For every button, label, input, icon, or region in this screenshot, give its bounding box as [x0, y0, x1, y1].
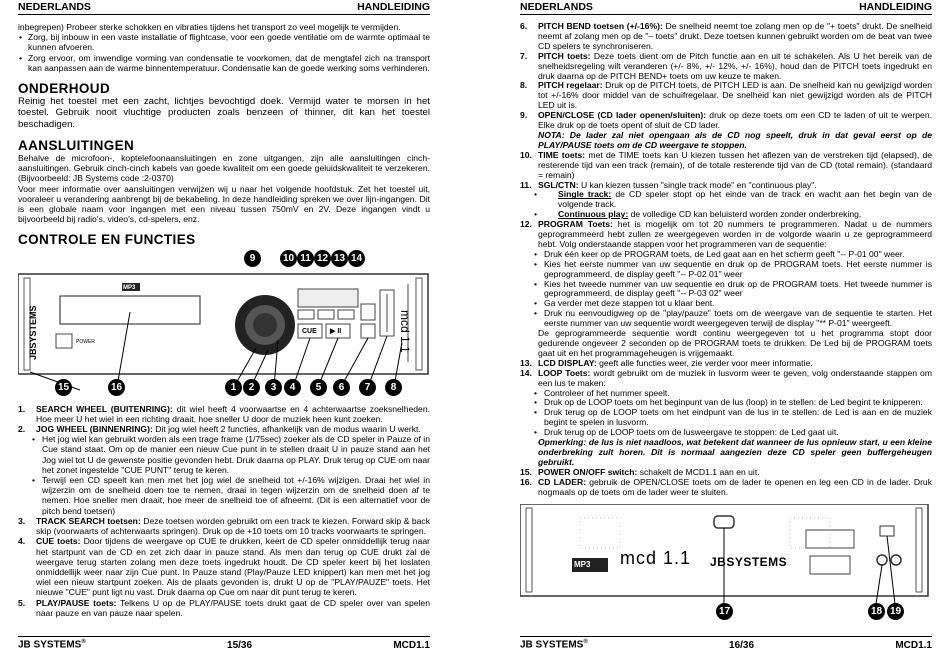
jog-bullet: • Terwijl een CD speelt kan men met het jog wiel de snelheid tot +/-16% wijzigen. Draai het wiel in wijzerzin om de snelheid doen toe te nemen, draai in tegen wijzerzin om de snelheid doen af te nemen. Hoe sneller men draait, hoe meer de snelheid toe of afneemt. (Dit is een alternatief voor de pitch bend toetsen) — [18, 475, 430, 516]
page-header — [520, 0, 932, 15]
rear-brand-logo: JBSYSTEMS — [710, 554, 788, 569]
front-play-label: ▶ II — [330, 327, 342, 335]
program-bullet: • Kies het eerste nummer van uw sequentie en druk op de PROGRAM toets. Het eerste nummer is geprogrammeerd, de display geeft "-- P-02 01" weer — [520, 260, 932, 280]
callout-3: 3 — [265, 379, 282, 396]
program-bullet: • Druk één keer op de PROGRAM toets, de Led gaat aan en het scherm geeft "-- P-01 00" weer. — [520, 250, 932, 260]
header-title: HANDLEIDING — [859, 1, 932, 13]
item-3: 3. TRACK SEARCH toetsen: Deze toetsen worden gebruikt om een track te kiezen. Forward skip & back skip (voorwaarts of achterwaarts springen). Druk op de +10 toets om 10 tracks voorwaarts te springen. — [18, 515, 430, 537]
page-footer — [18, 636, 430, 653]
front-power-label: POWER — [76, 338, 95, 345]
footer-brand: JB SYSTEMS® — [18, 639, 86, 651]
item-7: 7. PITCH toets: Deze toets dient om de Pitch functie aan en uit te schakelen. Als U het bereik van de snelheidsregeling wilt veranderen (+/- 8%, +/- 12%, +/- 16%), houd dan de PITCH toets ingedrukt en druk daarna op de PITCH BEND+ toets om uw keuze te maken. — [520, 50, 933, 81]
header-language: NEDERLANDS — [520, 1, 593, 13]
callout-16: 16 — [108, 379, 125, 396]
page-header — [18, 0, 430, 15]
page-footer — [520, 636, 932, 653]
item-11: 11. SGL/CTN: U kan kiezen tussen "single track mode" en "continuous play". — [520, 179, 817, 190]
callout-2: 2 — [243, 379, 260, 396]
single-track-bullet: • Single track: de CD speler stopt op het einde van de track en wacht aan het begin van de volgende track. — [520, 190, 932, 210]
callout-7: 7 — [359, 379, 376, 396]
jog-bullet: • Het jog wiel kan gebruikt worden als een trage frame (1/75sec) zoeker als de CD speler in Pauze of in Cue stand staat. Om op de manier een nieuw Cue punt in te stellen draait U in pauze stand aan het Jog wiel tot U de gewenste positie gevonden hebt. Druk daarna op PLAY. Druk terug op CUE om naar het zonet ingestelde "CUE PUNT" terug te keren. — [18, 434, 430, 475]
intro-line: inbegrepen) Probeer sterke schokken en vibraties tijdens het transport zo veel mogelijk te vermijden. — [18, 22, 401, 32]
front-panel-drawing — [18, 250, 430, 398]
left-body — [18, 22, 430, 618]
footer-model: MCD1.1 — [895, 639, 932, 651]
footer-model: MCD1.1 — [393, 639, 430, 651]
callout-17: 17 — [716, 603, 733, 620]
loop-bullet: • Druk terug op de LOOP toets om de lusweergave te stoppen: de Led gaat uit. — [520, 428, 932, 438]
intro-bullet: • Zorg, bij inbouw in een vaste installatie of flightcase, voor een goede ventilatie om de warmte optimaal te kunnen afvoeren. — [18, 32, 430, 52]
loop-bullet: • Druk op de LOOP toets om het beginpunt van de lus (loop) in te stellen: de Led begint te knipperen. — [520, 398, 932, 408]
item-9: 9. OPEN/CLOSE (CD lader openen/sluiten): druk op deze toets om een CD te laden of uit te werpen. Elke druk op de toets opent of sluit de CD lader. — [520, 110, 933, 131]
front-panel-diagram — [18, 250, 430, 398]
right-page — [520, 0, 932, 654]
callout-6: 6 — [333, 379, 350, 396]
program-after: De geprogrammeerde sequentie wordt continu weergegeven tot u het programma stopt door gedurende ongeveer 2 seconden op de PROGRAM toets te drukken. De Led bij de PROGRAM toets gaat uit en het programmageheugen is vrijgemaakt. — [538, 328, 932, 358]
callout-14: 14 — [348, 250, 365, 267]
heading-onderhoud: ONDERHOUD — [18, 81, 111, 97]
item-12: 12. PROGRAM Toets: het is mogelijk om tot 20 nummers te programmeren. Nadat u de nummers geprogrammeerd hebt zullen ze weergegeven worden in de volgorde waarin u ze geprogrammeerd hebt. Volg onderstaande stappen voor het programmeren van de sequentie: — [520, 219, 932, 249]
note: NOTA: De lader zal niet opengaan als de CD nog speelt, druk in dat geval eerst op de PLAY/PAUSE toets om de CD weergave te stoppen. — [538, 129, 932, 150]
program-bullet: • Kies het tweede nummer van uw sequentie en druk op de PROGRAM toets. Het tweede nummer is geprogrammeerd, de display geeft "-- P-03 02" weer — [520, 280, 932, 300]
item-15: 15. POWER ON/OFF switch: schakelt de MCD1.1 aan en uit. — [520, 466, 760, 477]
callout-13: 13 — [331, 250, 348, 267]
callout-12: 12 — [314, 250, 331, 267]
callout-5: 5 — [310, 379, 327, 396]
loop-bullet: • Druk terug op de LOOP toets om het eindpunt van de lus in te stellen: de Led is aan en de muziek begint te spelen in lusvorm. — [520, 408, 932, 428]
item-5: 5. PLAY/PAUSE toets: Telkens U op de PLAY/PAUSE toets drukt gaat de CD speler over van spelen naar pauze en van pauze naar spelen. — [18, 597, 430, 618]
callout-9: 9 — [244, 250, 261, 267]
loop-bullet: • Controleer of het nummer speelt. — [520, 389, 932, 399]
rear-panel-diagram — [520, 504, 932, 624]
callout-19: 19 — [887, 603, 904, 620]
callout-11: 11 — [297, 250, 314, 267]
callout-10: 10 — [280, 250, 297, 267]
onderhoud-text: Reinig het toestel met een zacht, lichtjes bevochtigd doek. Vermijd water te morsen in het toestel. Gebruik nooit vluchtige producten zoals benzeen of thinner, dit kan het toestel beschadigen. — [18, 96, 430, 130]
item-4: 4. CUE toets: Door tijdens de weergave op CUE te drukken, keert de CD speler onmiddellijk terug naar het startpunt van de CD en zet zich daar in pauze stand. Als men dan terug op CUE drukt zal de weergave terug starten zolang men deze toets ingedrukt houdt. De CD speler keert bij het loslaten onmiddellijk weer naar zijn Cue punt. In Pauze stand (Play/Pauze LED knippert) kan men met het jog wiel een nieuw startpunt zoeken. Als de plaats gevonden is, drukt U op de "PLAY/PAUZE" toets. Het nieuwe "CUE" punt ligt nu vast. Druk daarna op Cue om naar dit punt terug te keren. — [18, 536, 430, 598]
item-14: 14. LOOP Toets: wordt gebruikt om de muziek in lusvorm weer te geven, volg onderstaande stappen om een lus te maken: — [520, 367, 932, 388]
program-bullet: • Ga verder met deze stappen tot u klaar bent. — [520, 299, 932, 309]
front-cue-label: CUE — [302, 327, 317, 335]
controls-list — [18, 404, 430, 618]
callout-4: 4 — [284, 379, 301, 396]
item-16: 16. CD LADER: gebruik de OPEN/CLOSE toets om de lader te openen en leg een CD in de lader. Druk nogmaals op de toets om de lader weer te sluiten. — [520, 476, 933, 497]
continuous-bullet: • Continuous play: de volledige CD kan beluisterd worden zonder onderbreking. — [520, 210, 932, 220]
callout-15: 15 — [55, 379, 72, 396]
heading-controle: CONTROLE EN FUNCTIES — [18, 232, 196, 248]
item-13: 13. LCD DISPLAY: geeft alle functies weer, zie verder voor meer informatie. — [520, 357, 813, 368]
front-brand-logo: JBSYSTEMS — [28, 305, 38, 360]
aansluitingen-text: Behalve de microfoon-, koptelefoonaansluitingen en zone uitgangen, zijn alle aansluitingen cinch-aansluitingen. Gebruik cinch-cinch kabels van goede kwaliteit om een goede geluidskwaliteit te verzekeren. (Bijvoorbeeld: JB Systems code :2-0370) — [18, 153, 430, 184]
callout-1: 1 — [225, 379, 242, 396]
footer-brand: JB SYSTEMS® — [520, 639, 588, 651]
item-10: 10. TIME toets: met de TIME toets kan U kiezen tussen het aflezen van de verstreken tijd (elapsed), de resterende tijd van een track (remain), of de totale resterende tijd van de CD (total remain). (standaard = remain) — [520, 149, 933, 180]
footer-page-number: 16/36 — [729, 639, 755, 651]
rear-mp3-logo: MP3 — [574, 559, 591, 569]
item-1: 1. SEARCH WHEEL (BUITENRING): dit wiel heeft 4 voorwaartse en 4 achterwaartse zoeksnelheden. Hoe meer U het wiel in een richting draait, hoe sneller U door de muziek heen kunt zoeken. — [18, 403, 431, 424]
item-6: 6. PITCH BEND toetsen (+/-16%): De snelheid neemt toe zolang men op de "+ toets" drukt. De snelheid neemt af zolang men op de "– toets" drukt. Deze toetsen kunnen gebruikt worden om de beat van twee CD spelers te synchroniseren. — [520, 21, 932, 51]
header-title: HANDLEIDING — [357, 1, 430, 13]
rear-model-logo: mcd 1.1 — [620, 547, 692, 568]
footer-page-number: 15/36 — [227, 639, 253, 651]
callout-18: 18 — [868, 603, 885, 620]
front-mp3-logo: MP3 — [123, 284, 136, 291]
right-body — [520, 22, 932, 624]
opmerking: Opmerking: de lus is niet naadloos, wat betekent dat wanneer de lus opnieuw start, u een kleine onderbreking zult horen. Dit is normaal aangezien deze CD speler geen buffergeheugen gebruikt. — [538, 437, 932, 467]
callout-8: 8 — [385, 379, 402, 396]
item-8: 8. PITCH regelaar: Druk op de PITCH toets, de PITCH LED is aan. De snelheid kan nu gewijzigd worden tot +/-16% door middel van de schuifregelaar. De snelheid kan niet gewijzigd worden als de PITCH LED uit is. — [520, 80, 933, 111]
heading-aansluitingen: AANSLUITINGEN — [18, 137, 135, 153]
program-bullet: • Druk nu eenvoudigweg op de "play/pauze" toets om de weergave van de sequentie te starten. Het eerste nummer van uw sequentie wordt weergegeven terwijl de display "** P-01" weergeeft. — [520, 309, 932, 329]
aansluitingen-text-2: Voor meer informatie over aansluitingen verwijzen wij u naar het volgende hoofdstuk. Zet het toestel uit, vooraleer u verandering aanbrengt bij de bekabeling. In deze handleiding spreken we over lijn-ingangen. Dit is een globale naam voor ingangen met een niveau tussen 750mV en 2V. Deze ingangen vindt u bijvoorbeeld bij radio's, video's, cd-spelers, enz. — [18, 183, 430, 225]
front-model-logo: mcd 1.1 — [398, 309, 412, 353]
left-page — [18, 0, 430, 654]
header-language: NEDERLANDS — [18, 1, 91, 13]
intro-bullet: • Zorg ervoor, om inwendige vorming van condensatie te voorkomen, dat de mengtafel zich na transport kan aanpassen aan de warme binnentemperatuur. Condensatie kan de goede werking soms verhinderen. — [18, 53, 430, 73]
item-2: 2. JOG WHEEL (BINNENRING): Dit jog wiel heeft 2 functies, afhankelijk van de modus waarin U werkt. — [18, 424, 421, 435]
